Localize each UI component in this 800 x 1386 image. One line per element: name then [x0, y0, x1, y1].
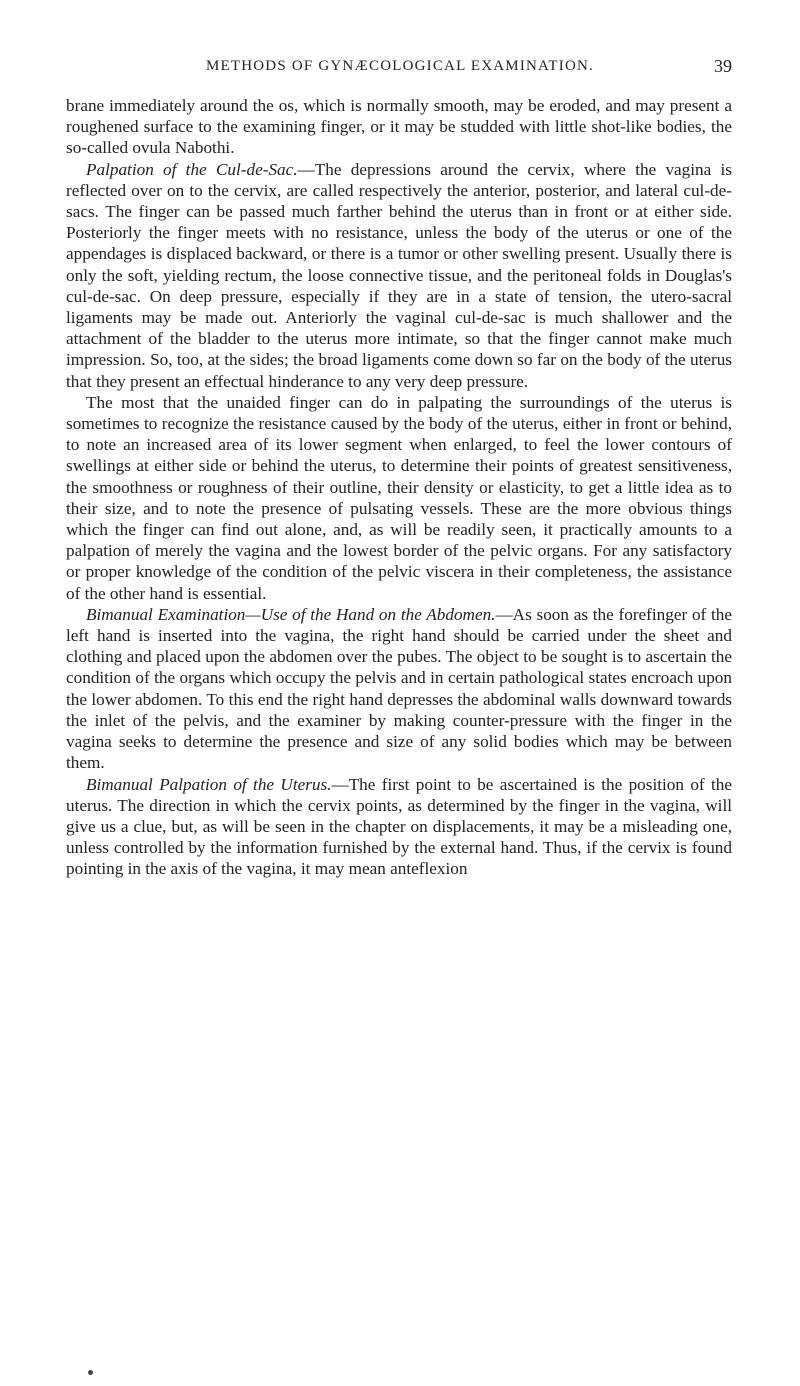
paragraph-text: brane immediately around the os, which is normally smooth, may be eroded, and may present a roughened surface to the examining finger, or it may be studded with little shot-like bodies, the so-called ovula Nabothi.	[66, 96, 732, 158]
print-dot-mark	[88, 1370, 93, 1375]
paragraph-bimanual-examination	[66, 604, 732, 774]
paragraph-continuation	[66, 95, 732, 159]
running-head	[0, 58, 800, 82]
paragraph-text: —As soon as the forefinger of the left hand is inserted into the vagina, the right hand should be carried under the sheet and clothing and placed upon the abdomen over the pubes. The object to be sought is to ascertain the condition of the organs which occupy the pelvis and in certain pathological states encroach upon the lower abdomen. To this end the right hand depresses the abdominal walls downward towards the inlet of the pelvis, and the examiner by making counter-pressure with the finger in the vagina seeks to determine the presence and size of any solid bodies which may be between them.	[66, 604, 732, 773]
paragraph-text: The most that the unaided finger can do in palpating the surroundings of the uterus is sometimes to recognize the resistance caused by the body of the uterus, either in front or behind, to note an increased area of its lower segment when enlarged, to feel the lower contours of swellings at either side or behind the uterus, to determine their points of greatest sensitiveness, the smoothness or roughness of their outline, their density or elasticity, to get a little idea as to their size, and to note the presence of pulsating vessels. These are the more obvious things which the finger can find out alone, and, as will be readily seen, it practically amounts to a palpation of merely the vagina and the lowest border of the pelvic organs. For any satisfactory or proper knowledge of the condition of the pelvic viscera in their completeness, the assistance of the other hand is essential.	[66, 392, 732, 603]
section-heading: Bimanual Examination—Use of the Hand on the Abdomen.	[86, 604, 496, 624]
section-heading: Palpation of the Cul-de-Sac.	[86, 159, 298, 179]
page-number: 39	[714, 56, 732, 76]
paragraph-palpation-cul-de-sac	[66, 159, 732, 392]
paragraph-text: —The first point to be ascertained is the position of the uterus. The direction in which the cervix points, as determined by the finger in the vagina, will give us a clue, but, as will be seen in the chapter on displacements, it may be a misleading one, unless controlled by the information furnished by the external hand. Thus, if the cervix is found pointing in the axis of the vagina, it may mean anteflexion	[66, 774, 732, 879]
running-head-title: METHODS OF GYNÆCOLOGICAL EXAMINATION.	[205, 58, 594, 74]
paragraph-text: —The depressions around the cervix, where the vagina is reflected over on to the cervix, are called respectively the anterior, posterior, and lateral cul-de-sacs. The finger can be passed much farther behind the uterus than in front or at either side. Posteriorly the finger meets with no resistance, unless the body of the uterus or one of the appendages is displaced backward, or there is a tumor or other swelling present. Usually there is only the soft, yielding rectum, the loose connective tissue, and the peritoneal folds in Douglas's cul-de-sac. On deep pressure, especially if they are in a state of tension, the utero-sacral ligaments may be made out. Anteriorly the vaginal cul-de-sac is much shallower and the attachment of the bladder to the uterus more intimate, so that the finger cannot make much impression. So, too, at the sides; the broad ligaments come down so far on the body of the uterus that they present an effectual hinderance to any very deep pressure.	[66, 159, 732, 391]
section-heading: Bimanual Palpation of the Uterus.	[86, 774, 332, 794]
paragraph-bimanual-palpation-uterus	[66, 774, 732, 880]
paragraph-unaided-finger	[66, 392, 732, 604]
body-text	[66, 95, 732, 880]
